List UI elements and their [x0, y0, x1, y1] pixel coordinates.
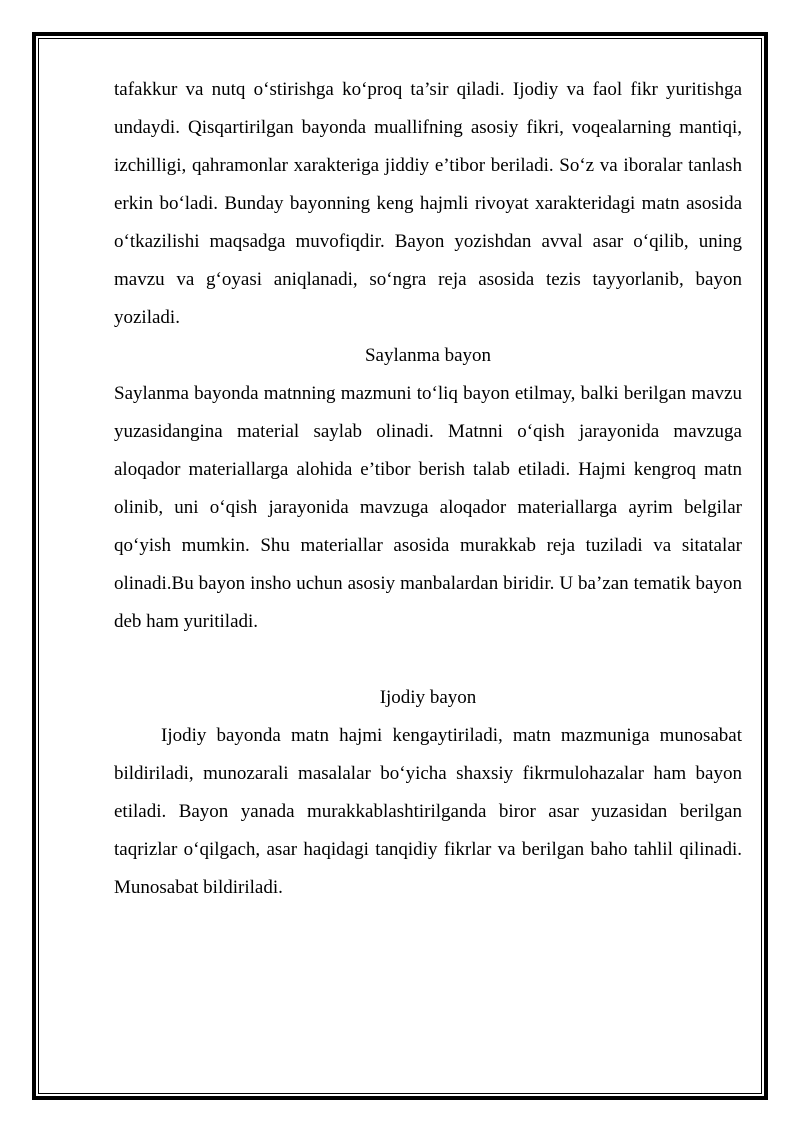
document-body	[114, 71, 742, 907]
section-heading-saylanma: Saylanma bayon	[364, 345, 492, 366]
paragraph-2: Saylanma bayonda matnning mazmuni to‘liq bayon etilmay, balki berilgan mavzu yuzasidangina material saylab olinadi. Matnni o‘qish jarayonida mavzuga aloqador materiallarga alohida e’tibor berish talab etiladi. Hajmi kengroq matn olinib, uni o‘qish jarayonida mavzuga aloqador materiallarga ayrim belgilar qo‘yish mumkin. Shu materiallar asosida murakkab reja tuziladi va sitatalar olinadi.Bu bayon insho uchun asosiy manbalardan biridir. U ba’zan tematik bayon deb ham yuritiladi.	[114, 383, 742, 632]
paragraph-1: tafakkur va nutq o‘stirishga ko‘proq ta’sir qiladi. Ijodiy va faol fikr yuritishga undaydi. Qisqartirilgan bayonda muallifning asosiy fikri, voqealarning mantiqi, izchilligi, qahramonlar xarakteriga jiddiy e’tibor beriladi. So‘z va iboralar tanlash erkin bo‘ladi. Bunday bayonning keng hajmli rivoyat xarakteridagi matn asosida o‘tkazilishi maqsadga muvofiqdir. Bayon yozishdan avval asar o‘qilib, uning mavzu va g‘oyasi aniqlanadi, so‘ngra reja asosida tezis tayyorlanib, bayon yoziladi.	[114, 79, 742, 328]
paragraph-3: Ijodiy bayonda matn hajmi kengaytiriladi, matn mazmuniga munosabat bildiriladi, munozarali masalalar bo‘yicha shaxsiy fikrmulohazalar ham bayon etiladi. Bayon yanada murakkablashtirilganda biror asar yuzasidan berilgan taqrizlar o‘qilgach, asar haqidagi tanqidiy fikrlar va berilgan baho tahlil qilinadi. Munosabat bildiriladi.	[114, 725, 742, 898]
blank-line	[114, 641, 742, 679]
section-heading-ijodiy: Ijodiy bayon	[379, 687, 477, 708]
